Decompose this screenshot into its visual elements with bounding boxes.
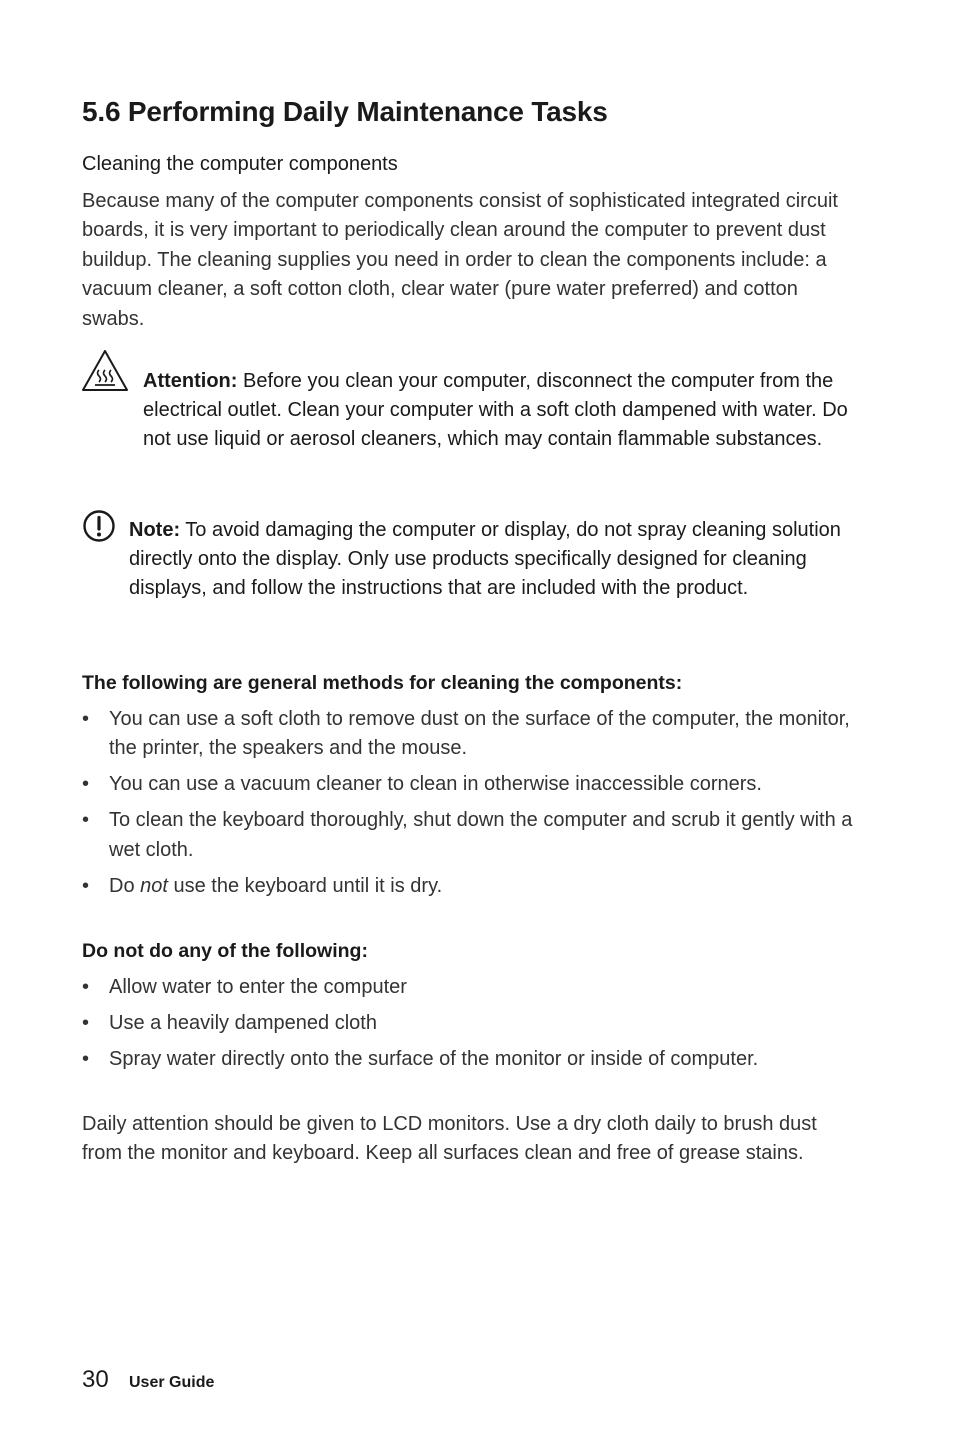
dont-heading: Do not do any of the following:	[82, 940, 368, 962]
list-item: • Spray water directly onto the surface of the monitor or inside of computer.	[82, 1045, 862, 1074]
footer-label: User Guide	[129, 1374, 215, 1391]
note-text: To avoid damaging the computer or display, do not spray cleaning solution directly onto the display. Only use products specifically designed for cleaning displays, and follow the instructions that are included with the product.	[129, 519, 841, 600]
method-last-suffix: use the keyboard until it is dry.	[167, 874, 443, 897]
list-item	[82, 872, 862, 901]
subheading-cleaning: Cleaning the computer components	[82, 153, 398, 175]
note-label: Note:	[129, 519, 181, 541]
method-last-prefix: Do	[109, 874, 141, 897]
list-item: • Allow water to enter the computer	[82, 973, 862, 1002]
methods-list	[82, 705, 862, 908]
page-number: 30	[82, 1366, 109, 1393]
attention-label: Attention:	[143, 370, 238, 392]
list-item: • Use a heavily dampened cloth	[82, 1009, 862, 1038]
closing-paragraph: Daily attention should be given to LCD monitors. Use a dry cloth daily to brush dust from the monitor and keyboard. Keep all surfaces clean and free of grease stains.	[82, 1113, 817, 1165]
exclamation-circle-icon	[82, 509, 116, 548]
methods-heading: The following are general methods for cleaning the components:	[82, 672, 683, 694]
note-callout	[129, 516, 855, 604]
attention-callout	[143, 367, 853, 455]
hot-surface-warning-icon	[80, 348, 130, 399]
list-item: • You can use a soft cloth to remove dust on the surface of the computer, the monitor, the printer, the speakers and the mouse.	[82, 705, 862, 764]
list-item: • To clean the keyboard thoroughly, shut down the computer and scrub it gently with a wet cloth.	[82, 806, 862, 865]
attention-text: Before you clean your computer, disconnect the computer from the electrical outlet. Clean your computer with a soft cloth dampened with water. Do not use liquid or aerosol cleaners, which may contain flammable substances.	[143, 370, 848, 451]
list-item: • You can use a vacuum cleaner to clean in otherwise inaccessible corners.	[82, 770, 862, 799]
section-title: 5.6 Performing Daily Maintenance Tasks	[82, 96, 608, 127]
method-last-emphasis: not	[140, 874, 168, 897]
intro-paragraph: Because many of the computer components consist of sophisticated integrated circuit boards, it is very important to periodically clean around the computer to prevent dust buildup. The cleaning supplies you need in order to clean the components include: a vacuum cleaner, a soft cotton cloth, clear water (pure water preferred) and cotton swabs.	[82, 190, 838, 330]
dont-list	[82, 973, 862, 1081]
